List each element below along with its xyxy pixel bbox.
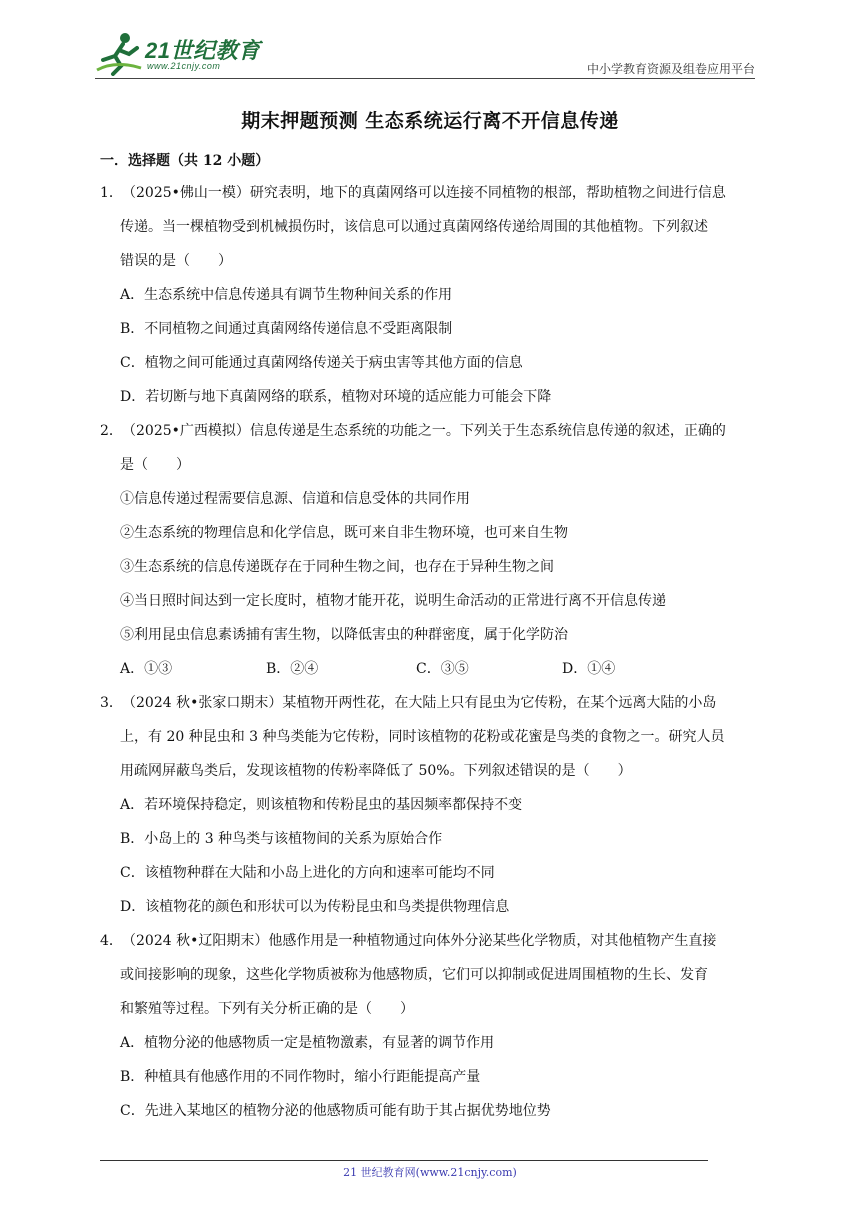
logo-url: www.21cnjy.com <box>147 61 221 71</box>
question-text: （2025•广西模拟）信息传递是生态系统的功能之一。下列关于生态系统信息传递的叙述，正确的 <box>122 423 726 439</box>
option-d[interactable]: D．①④ <box>562 661 616 677</box>
document-title: 期末押题预测 生态系统运行离不开信息传递 <box>241 110 619 132</box>
question-2-line-2: 是（ ） <box>120 457 190 473</box>
footer-link[interactable]: 21 世纪教育网(www.21cnjy.com) <box>343 1166 517 1179</box>
question-number: 3． <box>100 695 123 711</box>
question-2-line-1 <box>100 421 726 441</box>
option-d[interactable]: D．若切断与地下真菌网络的联系，植物对环境的适应能力可能会下降 <box>120 389 552 405</box>
statement-2: ②生态系统的物理信息和化学信息，既可来自非生物环境，也可来自生物 <box>120 525 568 541</box>
option-b[interactable]: B．种植具有他感作用的不同作物时，缩小行距能提高产量 <box>120 1069 481 1085</box>
runner-logo-icon <box>95 30 145 76</box>
question-text: （2024 秋•张家口期末）某植物开两性花，在大陆上只有昆虫为它传粉，在某个远离大陆的小岛 <box>122 695 717 711</box>
question-3-line-3: 用疏网屏蔽鸟类后，发现该植物的传粉率降低了 50%。下列叙述错误的是（ ） <box>120 763 632 779</box>
question-text: （2024 秋•辽阳期末）他感作用是一种植物通过向体外分泌某些化学物质，对其他植物产生直接 <box>122 933 717 949</box>
header-divider <box>95 78 755 79</box>
option-a[interactable]: A．生态系统中信息传递具有调节生物种间关系的作用 <box>120 287 453 303</box>
statement-5: ⑤利用昆虫信息素诱捕有害生物，以降低害虫的种群密度，属于化学防治 <box>120 627 568 643</box>
logo-text: 21世纪教育 <box>145 38 261 63</box>
question-1-line-1 <box>100 183 726 203</box>
option-b[interactable]: B．小岛上的 3 种鸟类与该植物间的关系为原始合作 <box>120 831 443 847</box>
question-number: 2． <box>100 423 123 439</box>
question-4-line-2: 或间接影响的现象，这些化学物质被称为他感物质，它们可以抑制或促进周围植物的生长、发育 <box>120 967 708 983</box>
statement-4: ④当日照时间达到一定长度时，植物才能开花，说明生命活动的正常进行离不开信息传递 <box>120 593 666 609</box>
section-heading: 一．选择题（共 12 小题） <box>100 153 270 169</box>
option-d[interactable]: D．该植物花的颜色和形状可以为传粉昆虫和鸟类提供物理信息 <box>120 899 510 915</box>
option-a[interactable]: A．若环境保持稳定，则该植物和传粉昆虫的基因频率都保持不变 <box>120 797 523 813</box>
option-a[interactable]: A．①③ <box>120 661 173 677</box>
site-logo[interactable] <box>95 30 265 76</box>
question-1-line-3: 错误的是（ ） <box>120 253 232 269</box>
option-a[interactable]: A．植物分泌的他感物质一定是植物激素，有显著的调节作用 <box>120 1035 495 1051</box>
option-c[interactable]: C．③⑤ <box>416 661 469 677</box>
question-3-line-2: 上，有 20 种昆虫和 3 种鸟类能为它传粉，同时该植物的花粉或花蜜是鸟类的食物之一。研究人员 <box>120 729 725 745</box>
page-header <box>95 30 755 78</box>
option-c[interactable]: C．植物之间可能通过真菌网络传递关于病虫害等其他方面的信息 <box>120 355 523 371</box>
footer-divider <box>100 1160 708 1161</box>
question-4-line-3: 和繁殖等过程。下列有关分析正确的是（ ） <box>120 1001 414 1017</box>
statement-3: ③生态系统的信息传递既存在于同种生物之间，也存在于异种生物之间 <box>120 559 554 575</box>
option-c[interactable]: C．先进入某地区的植物分泌的他感物质可能有助于其占据优势地位势 <box>120 1103 551 1119</box>
option-b[interactable]: B．不同植物之间通过真菌网络传递信息不受距离限制 <box>120 321 453 337</box>
question-number: 1． <box>100 185 123 201</box>
question-text: （2025•佛山一模）研究表明，地下的真菌网络可以连接不同植物的根部，帮助植物之间进行信息 <box>122 185 726 201</box>
statement-1: ①信息传递过程需要信息源、信道和信息受体的共同作用 <box>120 491 470 507</box>
option-c[interactable]: C．该植物种群在大陆和小岛上进化的方向和速率可能均不同 <box>120 865 495 881</box>
option-b[interactable]: B．②④ <box>266 661 319 677</box>
question-4-line-1 <box>100 931 716 951</box>
question-3-line-1 <box>100 693 716 713</box>
question-number: 4． <box>100 933 123 949</box>
platform-name: 中小学教育资源及组卷应用平台 <box>586 62 755 76</box>
question-1-line-2: 传递。当一棵植物受到机械损伤时，该信息可以通过真菌网络传递给周围的其他植物。下列叙述 <box>120 219 708 235</box>
